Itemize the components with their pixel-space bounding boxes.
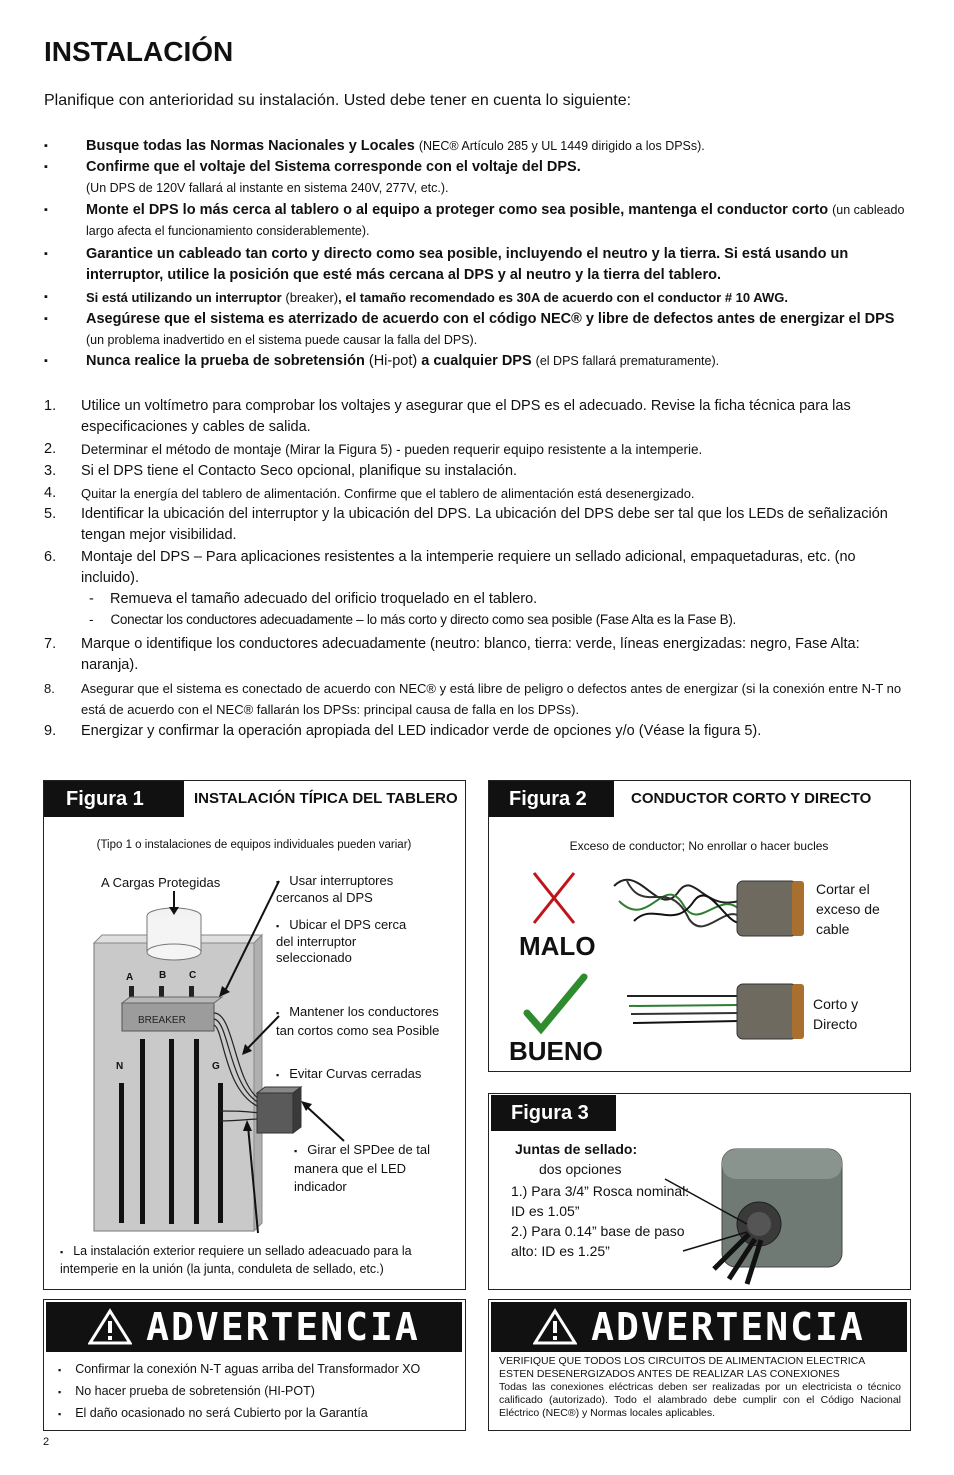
bullet-4-bold: Garantice un cableado tan corto y directo como sea posible, incluyendo el neutro y la tierra. Si está usando un interruptor, utilice la posición que esté más cercana al DPS y al neutro y la tierra del tablero. [86, 246, 849, 283]
bullet-3-small: (un cableado largo afecta el funcionamiento considerablemente). [86, 203, 905, 238]
figure-1-title: INSTALACIÓN TÍPICA DEL TABLERO [194, 790, 458, 807]
intro-text: Planifique con anterioridad su instalación. Usted debe tener en cuenta lo siguiente: [44, 92, 632, 109]
step-text: Asegurar que el sistema es conectado de acuerdo con NEC® y está libre de peligro o defectos antes de energizar (si la conexión entre N-T no está de acuerdo con el NEC® fallarán los DPSs: principal causa de falla en los DPSs). [81, 681, 902, 717]
breaker-label: BREAKER [138, 1015, 186, 1026]
bullet-6 [44, 309, 914, 351]
bad-note: Cortar el exceso de cable [816, 881, 880, 937]
fig1-note-4-text: Evitar Curvas cerradas [289, 1066, 422, 1081]
step-1 [44, 396, 914, 438]
step-5 [44, 504, 914, 546]
step-number: 6. [44, 549, 57, 565]
warning-1-item-text: No hacer prueba de sobretensión (HI-POT) [75, 1384, 315, 1398]
warning-1-item: ▪ No hacer prueba de sobretensión (HI-POT) [58, 1384, 315, 1398]
bullet-7 [44, 351, 914, 372]
bullet-mark: ▪ [44, 161, 48, 173]
warning-2-caps: VERIFIQUE QUE TODOS LOS CIRCUITOS DE ALIMENTACION ELECTRICA ESTEN DESENERGIZADOS ANTES DE REALIZAR LAS CONEXIONES [499, 1355, 865, 1380]
warning-2-header [491, 1302, 907, 1352]
fig3-line-2: 1.) Para 3/4” Rosca nominal: ID es 1.05” [511, 1183, 690, 1219]
bullet-7-bold-a: Nunca realice la prueba de sobretensión [86, 353, 365, 369]
step-text: Quitar la energía del tablero de alimentación. Confirme que el tablero de alimentación está desenergizado. [81, 486, 695, 501]
figure-2-subtitle: Exceso de conductor; No enrollar o hacer bucles [569, 839, 829, 853]
bullet-7-normal: (Hi-pot) [368, 353, 418, 369]
bullet-mark: ▪ [44, 291, 48, 303]
warning-1-header [46, 1302, 462, 1352]
warning-triangle-icon [88, 1308, 132, 1346]
step-text: Si el DPS tiene el Contacto Seco opcional, planifique su instalación. [81, 463, 518, 479]
bullet-5-bold-b: , el tamaño recomendado es 30A de acuerdo con el conductor # 10 AWG. [338, 290, 788, 305]
figure-2-label: Figura 2 [489, 781, 614, 817]
figure-1-label: Figura 1 [44, 781, 184, 817]
dash: - [89, 591, 94, 607]
figure-3-box [488, 1093, 911, 1290]
bullet-3-bold: Monte el DPS lo más cerca al tablero o al equipo a proteger como sea posible, mantenga el conductor corto [86, 202, 829, 218]
bullet-mark: ▪ [44, 355, 48, 367]
bullet-5 [44, 287, 914, 308]
bullet-2-bold: Confirme que el voltaje del Sistema corresponde con el voltaje del DPS. [86, 159, 581, 175]
fig1-note-5-text: Girar el SPDee de tal manera que el LED indicador [294, 1142, 431, 1194]
bullet-7-bold-b: a cualquier DPS [421, 353, 532, 369]
step-number: 4. [44, 485, 57, 501]
bullet-6-bold: Asegúrese que el sistema es aterrizado de acuerdo con el código NEC® y libre de defectos antes de energizar el DPS [86, 311, 895, 327]
step-number: 9. [44, 723, 57, 739]
warning-1-word: ADVERTENCIA [146, 1305, 420, 1349]
bullet-5-normal: (breaker) [285, 290, 339, 305]
fig1-note-4: ▪ Evitar Curvas cerradas [276, 1066, 422, 1081]
step-text: Montaje del DPS – Para aplicaciones resistentes a la intemperie requiere un sellado adicional, empaquetaduras, etc. (no incluido). [81, 549, 856, 586]
bullet-3 [44, 200, 914, 242]
figure-3-label: Figura 3 [491, 1095, 616, 1131]
figure-2-title: CONDUCTOR CORTO Y DIRECTO [631, 790, 872, 807]
bullet-1-bold: Busque todas las Normas Nacionales y Locales [86, 138, 415, 154]
fig1-note-2: ▪ Ubicar el DPS cerca del interruptor seleccionado [276, 917, 407, 965]
fig1-footer-text: La instalación exterior requiere un sellado adeacuado para la intemperie en la unión (la junta, conduleta de sellado, etc.) [60, 1244, 412, 1276]
sub-step-1 [89, 591, 537, 607]
ground-label: G [212, 1061, 220, 1072]
warning-1-item-text: El daño ocasionado no será Cubierto por la Garantía [75, 1406, 368, 1420]
step-text: Identificar la ubicación del interruptor y la ubicación del DPS. La ubicación del DPS debe ser tal que los LEDs de señalización tengan mejor visibilidad. [81, 506, 888, 543]
phase-a-label: A [126, 972, 134, 983]
warning-1-item: ▪ El daño ocasionado no será Cubierto por la Garantía [58, 1406, 368, 1420]
step-text: Determinar el método de montaje (Mirar la Figura 5) - pueden requerir equipo resistente a la intemperie. [81, 442, 703, 457]
bad-label: MALO [519, 931, 596, 961]
bullet-1-small: (NEC® Artículo 285 y UL 1449 dirigido a los DPSs). [418, 139, 705, 153]
warning-triangle-icon [533, 1308, 577, 1346]
bullet-mark: ▪ [44, 140, 48, 152]
step-2 [44, 439, 914, 460]
bullet-mark: ▪ [44, 248, 48, 260]
bullet-2 [44, 157, 914, 199]
step-3 [44, 461, 914, 482]
bullet-4 [44, 244, 914, 286]
step-number: 3. [44, 463, 57, 479]
sub-step-2 [89, 612, 736, 627]
step-number: 2. [44, 441, 57, 457]
bullet-mark: ▪ [44, 313, 48, 325]
figure-1-subtitle: (Tipo 1 o instalaciones de equipos individuales pueden variar) [96, 839, 412, 851]
good-label: BUENO [509, 1036, 603, 1066]
good-note: Corto y Directo [813, 996, 859, 1032]
step-text: Utilice un voltímetro para comprobar los voltajes y asegurar que el DPS es el adecuado. Revise la ficha técnica para las especificaciones y cables de salida. [81, 398, 851, 435]
bullet-6-small: (un problema inadvertido en el sistema puede causar la falla del DPS). [86, 333, 478, 347]
fig1-note-2-text: Ubicar el DPS cerca del interruptor seleccionado [276, 917, 407, 965]
step-4 [44, 483, 914, 504]
fig1-note-5: ▪ Girar el SPDee de tal manera que el LED indicador [294, 1142, 431, 1194]
bullet-5-bold-a: Si está utilizando un interruptor [86, 290, 282, 305]
fig1-note-3-text: Mantener los conductores tan cortos como sea Posible [276, 1004, 440, 1038]
fig3-heading: Juntas de sellado: [515, 1141, 638, 1157]
fig3-line-1: dos opciones [539, 1161, 622, 1177]
warning-1-item: ▪ Confirmar la conexión N-T aguas arriba del Transformador XO [58, 1362, 421, 1376]
page-title: INSTALACIÓN [44, 36, 234, 67]
warning-2-body: Todas las conexiones eléctricas deben ser realizadas por un electricista o técnico calificado (autorizado). Todo el alambrado debe cumplir con el Código Nacional Eléctrico (NEC®) y Normas locales aplicables. [499, 1381, 901, 1419]
bullet-1 [44, 136, 914, 157]
sub-step-text: Remueva el tamaño adecuado del orificio troquelado en el tablero. [109, 591, 538, 607]
step-8 [44, 678, 914, 720]
warning-box-2 [488, 1299, 911, 1431]
fig1-note-3: ▪ Mantener los conductores tan cortos como sea Posible [276, 1004, 440, 1038]
figure-1-box [43, 780, 466, 1290]
step-number: 5. [44, 506, 57, 522]
loads-label: A Cargas Protegidas [101, 875, 221, 890]
step-number: 1. [44, 398, 57, 414]
bullet-7-small: (el DPS fallará prematuramente). [535, 354, 720, 368]
step-text: Energizar y confirmar la operación apropiada del LED indicador verde de opciones y/o (Véase la figura 5). [81, 723, 762, 739]
neutral-label: N [116, 1061, 124, 1072]
fig1-note-1-text: Usar interruptores cercanos al DPS [276, 873, 394, 905]
bullet-2-small: (Un DPS de 120V fallará al instante en sistema 240V, 277V, etc.). [86, 181, 449, 195]
dash: - [89, 612, 94, 627]
step-text: Marque o identifique los conductores adecuadamente (neutro: blanco, tierra: verde, líneas energizadas: negro, Fase Alta: naranja). [81, 636, 860, 673]
step-number: 8. [44, 681, 55, 696]
warning-2-word: ADVERTENCIA [591, 1305, 865, 1349]
page-number: 2 [43, 1436, 50, 1448]
figure-2-box [488, 780, 911, 1072]
warning-box-1 [43, 1299, 466, 1431]
bullet-mark: ▪ [44, 204, 48, 216]
step-6 [44, 547, 914, 589]
fig1-note-1: ▪ Usar interruptores cercanos al DPS [276, 873, 394, 905]
step-9 [44, 721, 914, 742]
phase-c-label: C [189, 970, 197, 981]
phase-b-label: B [159, 970, 167, 981]
step-7 [44, 634, 914, 676]
warning-1-item-text: Confirmar la conexión N-T aguas arriba del Transformador XO [75, 1362, 421, 1376]
step-number: 7. [44, 636, 57, 652]
sub-step-text: Conectar los conductores adecuadamente – lo más corto y directo como sea posible (Fase Alta es la Fase B). [110, 612, 737, 627]
fig1-footer: ▪ La instalación exterior requiere un sellado adeacuado para la intemperie en la unión (la junta, conduleta de sellado, etc.) [60, 1244, 412, 1276]
fig3-line-3: 2.) Para 0.14” base de paso alto: ID es 1.25” [511, 1223, 685, 1259]
